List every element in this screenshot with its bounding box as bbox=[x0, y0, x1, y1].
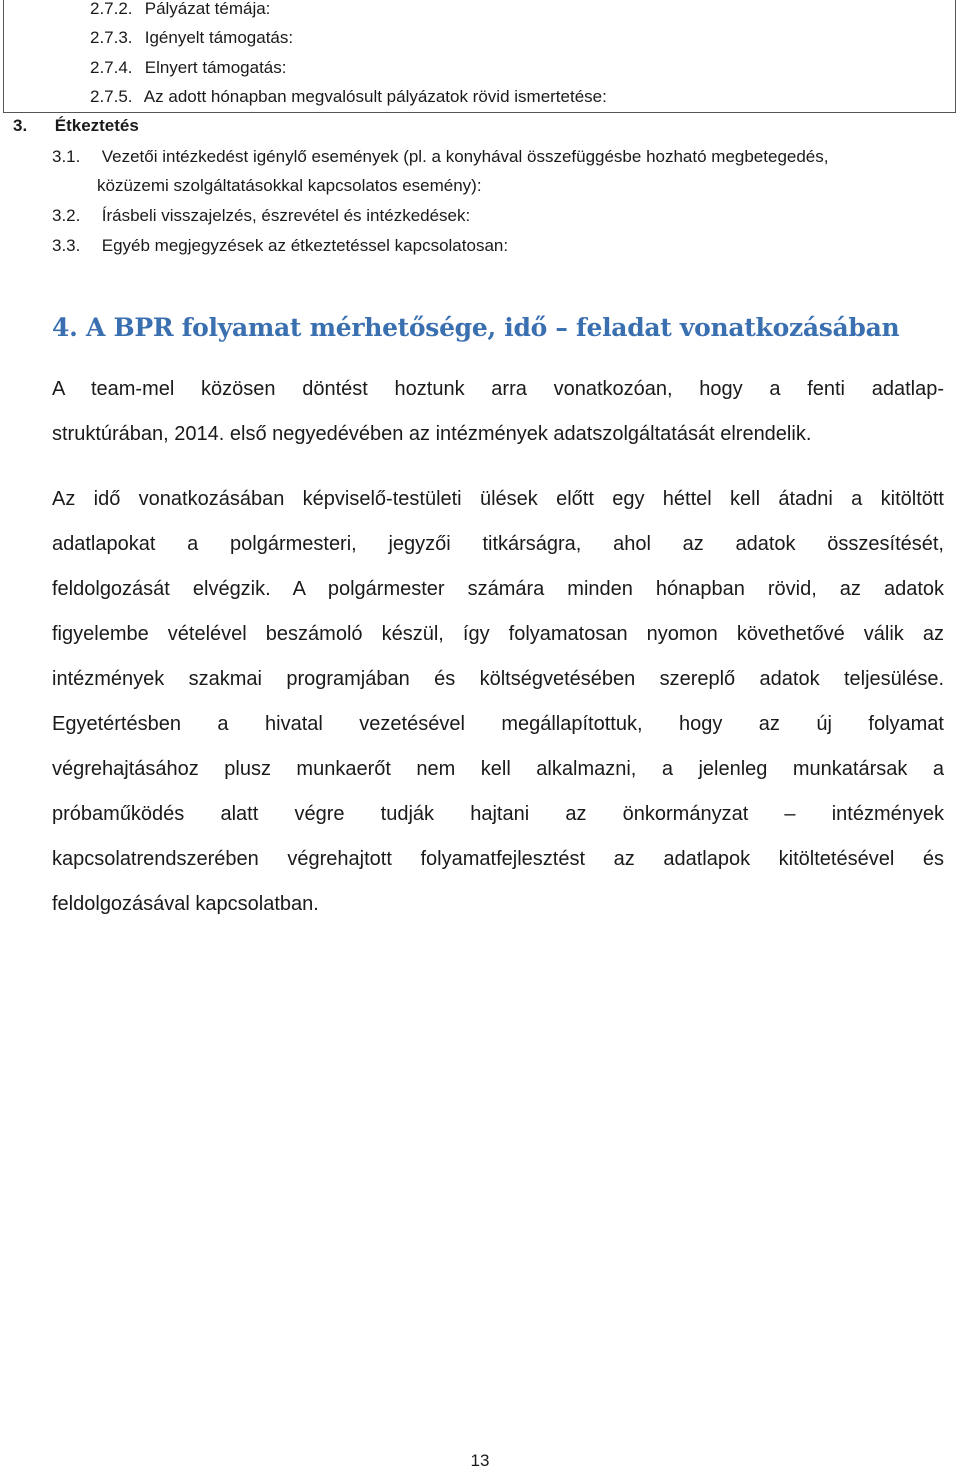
section-3-item-text: közüzemi szolgáltatásokkal kapcsolatos esemény): bbox=[97, 176, 482, 195]
paragraph-line: intézmények szakmai programjában és költségvetésében szereplő adatok teljesülése. bbox=[52, 668, 944, 690]
outline-item-text: Igényelt támogatás: bbox=[144, 28, 294, 47]
section-3-number: 3. bbox=[13, 116, 28, 135]
section-3-title: Étkeztetés bbox=[54, 116, 139, 135]
outline-item-text: Az adott hónapban megvalósult pályázatok rövid ismertetése: bbox=[143, 87, 607, 106]
paragraph-2 bbox=[52, 485, 944, 935]
section-3-heading bbox=[13, 115, 139, 137]
section-3-item bbox=[52, 146, 828, 168]
section-3-item-text: Írásbeli visszajelzés, észrevétel és intézkedések: bbox=[101, 206, 471, 225]
paragraph-1 bbox=[52, 375, 944, 465]
section-3-item-number: 3.1. bbox=[52, 147, 81, 166]
page-number: 13 bbox=[470, 1451, 490, 1470]
outline-item-text: Elnyert támogatás: bbox=[144, 58, 287, 77]
section-3-item bbox=[52, 235, 508, 257]
section-3-item bbox=[52, 205, 470, 227]
paragraph-line: A team-mel közösen döntést hoztunk arra vonatkozóan, hogy a fenti adatlap- bbox=[52, 378, 944, 400]
outline-item-text: Pályázat témája: bbox=[144, 0, 271, 18]
outline-item-number: 2.7.2. bbox=[90, 0, 133, 18]
paragraph-line: struktúrában, 2014. első negyedévében az intézmények adatszolgáltatását elrendelik. bbox=[52, 423, 812, 445]
section-4-heading bbox=[52, 308, 899, 348]
outline-item bbox=[90, 57, 286, 79]
paragraph-line: próbaműködés alatt végre tudják hajtani az önkormányzat – intézmények bbox=[52, 803, 944, 825]
table-divider bbox=[3, 112, 956, 113]
section-4-title: A BPR folyamat mérhetősége, idő – feladat vonatkozásában bbox=[86, 313, 900, 342]
outline-item bbox=[90, 27, 293, 49]
paragraph-line: figyelembe vételével beszámoló készül, így folyamatosan nyomon követhetővé válik az bbox=[52, 623, 944, 645]
outline-item bbox=[90, 86, 607, 108]
paragraph-line: feldolgozásával kapcsolatban. bbox=[52, 893, 319, 915]
paragraph-line: végrehajtásához plusz munkaerőt nem kell alkalmazni, a jelenleg munkatársak a bbox=[52, 758, 944, 780]
paragraph-line: Az idő vonatkozásában képviselő-testületi ülések előtt egy héttel kell átadni a kitöltött bbox=[52, 488, 944, 510]
section-3-item-text: Egyéb megjegyzések az étkeztetéssel kapcsolatosan: bbox=[101, 236, 509, 255]
section-3-item-continuation bbox=[97, 175, 482, 197]
outline-item-number: 2.7.4. bbox=[90, 58, 133, 77]
section-3-item-number: 3.3. bbox=[52, 236, 81, 255]
paragraph-line: Egyetértésben a hivatal vezetésével megállapítottuk, hogy az új folyamat bbox=[52, 713, 944, 735]
paragraph-line: feldolgozását elvégzik. A polgármester számára minden hónapban rövid, az adatok bbox=[52, 578, 944, 600]
outline-item-number: 2.7.5. bbox=[90, 87, 133, 106]
outline-item-number: 2.7.3. bbox=[90, 28, 133, 47]
paragraph-line: adatlapokat a polgármesteri, jegyzői titkárságra, ahol az adatok összesítését, bbox=[52, 533, 944, 555]
paragraph-line: kapcsolatrendszerében végrehajtott folyamatfejlesztést az adatlapok kitöltetésével és bbox=[52, 848, 944, 870]
section-4-number: 4. bbox=[52, 313, 78, 342]
outline-item bbox=[90, 0, 270, 20]
section-3-item-number: 3.2. bbox=[52, 206, 81, 225]
section-3-item-text: Vezetői intézkedést igénylő események (pl. a konyhával összefüggésbe hozható megbetegedés, bbox=[101, 147, 829, 166]
